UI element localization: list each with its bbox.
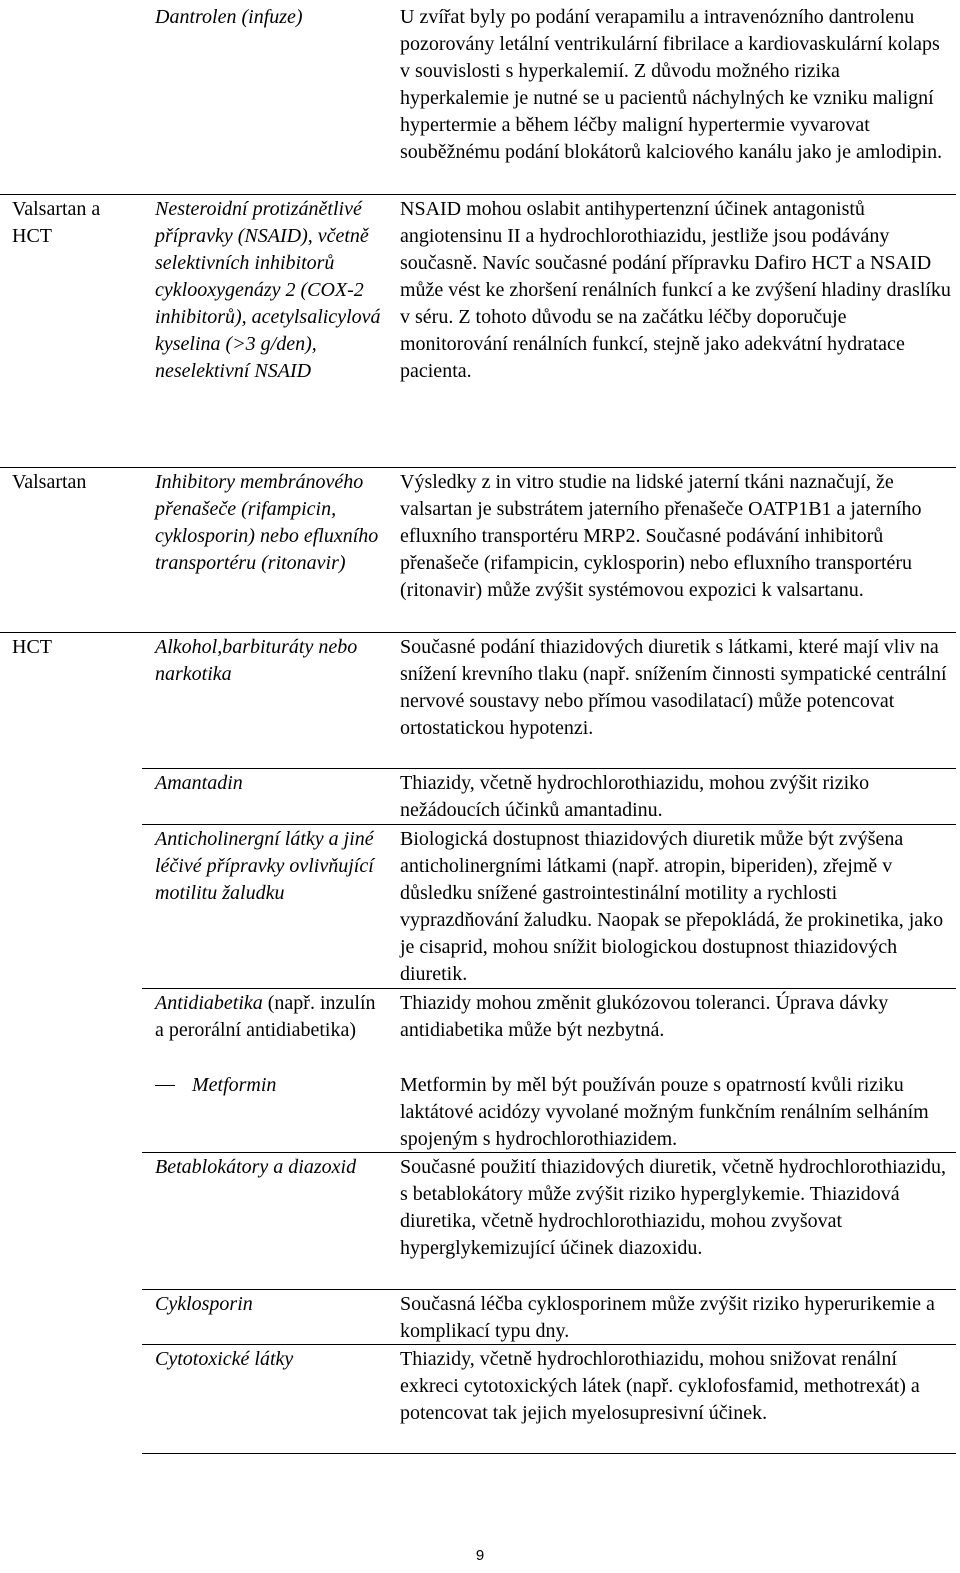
drug-cell: Cyklosporin bbox=[155, 1293, 253, 1315]
drug-cell: Betablokátory a diazoxid bbox=[155, 1156, 357, 1178]
drug-name-italic: Antidiabetika bbox=[155, 992, 263, 1014]
drug-cell: Amantadin bbox=[155, 772, 243, 794]
drug-cell: Dantrolen (infuze) bbox=[155, 6, 303, 28]
drug-cell: Inhibitory membránového přenašeče (rifampicin, cyklosporin) nebo efluxního transportéru (ritonavir) bbox=[155, 471, 379, 574]
drug-name-note: (např. inzulín a perorální antidiabetika) bbox=[155, 992, 376, 1041]
effect-cell: Biologická dostupnost thiazidových diuretik může být zvýšena anticholinergními látkami (např. atropin, biperiden), zřejmě v důsledku snížené gastrointestinální motility a rychlosti vyprazdňování žaludku. Naopak se přepokládá, že prokinetika, jako je cisaprid, mohou snížit biologickou dostupnost thiazidových diuretik. bbox=[400, 828, 944, 985]
effect-cell: NSAID mohou oslabit antihypertenzní účinek antagonistů angiotensinu II a hydrochlorothiazidu, jestliže jsou podávány současně. Navíc současné podání přípravku Dafiro HCT a NSAID může vést ke zhoršení renálních funkcí a ke zvýšení hladiny draslíku v séru. Z tohoto důvodu se na začátku léčby doporučuje monitorování renálních funkcí, stejně jako adekvátní hydratace pacienta. bbox=[400, 198, 951, 382]
drug-cell bbox=[155, 990, 385, 1044]
group-cell: Valsartan bbox=[12, 471, 87, 493]
drug-cell: Nesteroidní protizánětlivé přípravky (NSAID), včetně selektivních inhibitorů cyklooxygenázy 2 (COX-2 inhibitorů), acetylsalicylová kyselina (>3 g/den), neselektivní NSAID bbox=[155, 198, 381, 382]
effect-cell: Thiazidy mohou změnit glukózovou toleranci. Úprava dávky antidiabetika může být nezbytná. bbox=[400, 992, 889, 1041]
drug-cell: Anticholinergní látky a jiné léčivé přípravky ovlivňující motilitu žaludku bbox=[155, 828, 374, 904]
dash-bullet bbox=[155, 1085, 175, 1086]
group-cell: Valsartan a HCT bbox=[12, 198, 101, 247]
group-cell: HCT bbox=[12, 636, 52, 658]
effect-cell: Současné použití thiazidových diuretik, včetně hydrochlorothiazidu, s betablokátory může zvýšit riziko hyperglykemie. Thiazidová diuretika, včetně hydrochlorothiazidu, mohou zvyšovat hyperglykemizující účinek diazoxidu. bbox=[400, 1156, 946, 1259]
effect-cell: Současná léčba cyklosporinem může zvýšit riziko hyperurikemie a komplikací typu dny. bbox=[400, 1293, 935, 1342]
effect-cell: Thiazidy, včetně hydrochlorothiazidu, mohou snižovat renální exkreci cytotoxických látek (např. cyklofosfamid, methotrexát) a potencovat tak jejich myelosupresivní účinek. bbox=[400, 1348, 920, 1424]
sub-drug-cell bbox=[155, 1072, 385, 1099]
table-bottom-border bbox=[142, 1453, 956, 1454]
effect-cell: Současné podání thiazidových diuretik s látkami, které mají vliv na snížení krevního tlaku (např. snížením činnosti sympatické centrální nervové soustavy nebo přímou vasodilatací) může potencovat ortostatickou hypotenzi. bbox=[400, 636, 947, 739]
sub-effect-cell: Metformin by měl být používán pouze s opatrností kvůli riziku laktátové acidózy vyvolané možným funkčním renálním selháním spojeným s hydrochlorothiazidem. bbox=[400, 1074, 929, 1150]
drug-cell: Cytotoxické látky bbox=[155, 1348, 294, 1370]
effect-cell: Výsledky z in vitro studie na lidské jaterní tkáni naznačují, že valsartan je substrátem jaterního přenašeče OATP1B1 a jaterního efluxního transportéru MRP2. Současné podávání inhibitorů přenašeče (rifampicin, cyklosporin) nebo efluxního transportéru (ritonavir) může zvýšit systémovou expozici k valsartanu. bbox=[400, 471, 922, 601]
sub-drug-name: Metformin bbox=[192, 1074, 277, 1096]
effect-cell: U zvířat byly po podání verapamilu a intravenózního dantrolenu pozorovány letální ventrikulární fibrilace a kardiovaskulární kolaps v souvislosti s hyperkalemií. Z důvodu možného rizika hyperkalemie je nutné se u pacientů náchylných ke vzniku maligní hypertermie a během léčby maligní hypertermie vyvarovat souběžnému podání blokátorů kalciového kanálu jako je amlodipin. bbox=[400, 6, 943, 163]
page-number: 9 bbox=[475, 1547, 485, 1564]
effect-cell: Thiazidy, včetně hydrochlorothiazidu, mohou zvýšit riziko nežádoucích účinků amantadinu. bbox=[400, 772, 870, 821]
drug-cell: Alkohol,barbituráty nebo narkotika bbox=[155, 636, 358, 685]
